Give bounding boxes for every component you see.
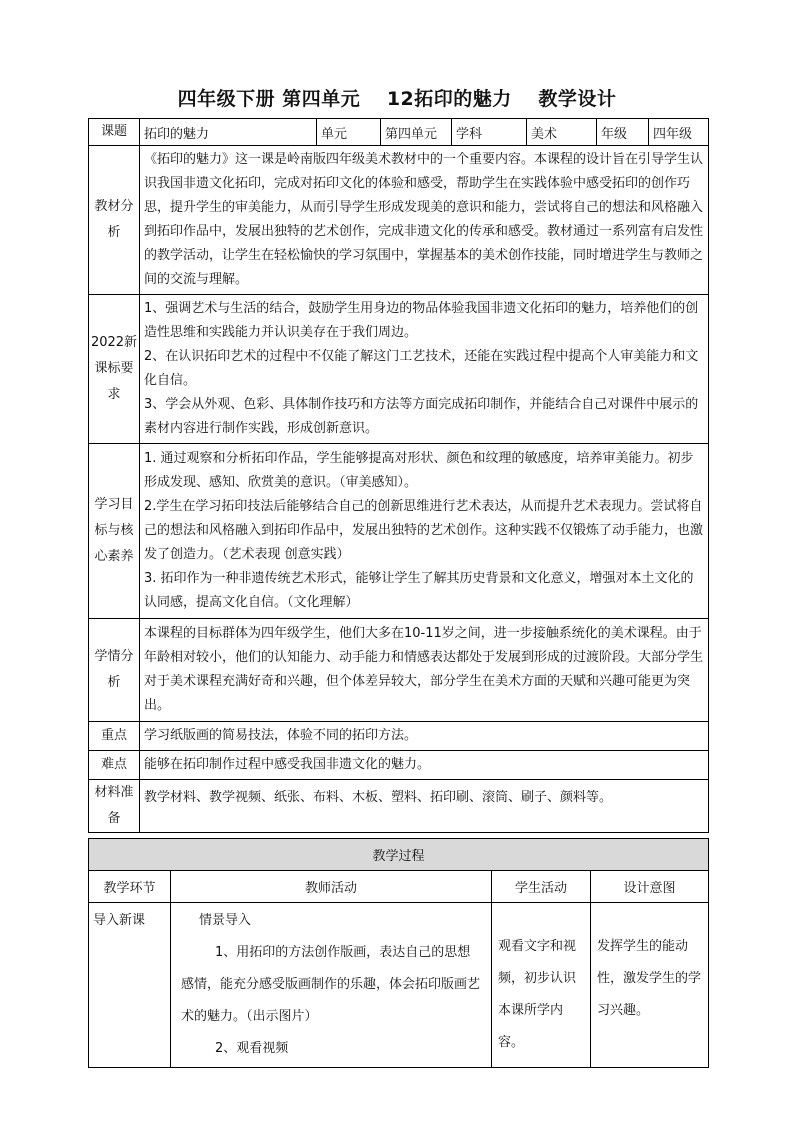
subject-value: 美术 xyxy=(527,119,597,146)
key-point-label: 重点 xyxy=(89,722,140,751)
objective-item: 1. 通过观察和分析拓印作品，学生能够提高对形状、颜色和纹理的敏感度，培养审美能力。初步形成发现、感知、欣赏美的意识。（审美感知）。 xyxy=(144,451,694,490)
standards-item: 1、强调艺术与生活的结合，鼓励学生用身边的物品体验我国非遗文化拓印的魅力，培养他们的创造性思维和实践能力并认识美存在于我们周边。 xyxy=(144,301,699,340)
teacher-line: 2、观看视频 xyxy=(215,1041,289,1056)
student-activity-cell: 观看文字和视频，初步认识本课所学内容。 xyxy=(492,903,591,1068)
column-header-stage: 教学环节 xyxy=(89,871,171,903)
difficulty-row xyxy=(89,751,709,780)
grade-label: 年级 xyxy=(597,119,649,146)
learners-row xyxy=(89,619,709,722)
document-title: 四年级下册 第四单元 12拓印的魅力 教学设计 xyxy=(177,88,617,110)
difficulty-text: 能够在拓印制作过程中感受我国非遗文化的魅力。 xyxy=(140,751,709,780)
process-header-row xyxy=(89,871,709,903)
objectives-row xyxy=(89,444,709,619)
subject-label: 学科 xyxy=(452,119,527,146)
unit-label: 单元 xyxy=(317,119,381,146)
process-row-intro xyxy=(89,903,709,1068)
process-band: 教学过程 xyxy=(89,839,709,871)
materials-row xyxy=(89,780,709,833)
topic-value: 拓印的魅力 xyxy=(140,119,317,146)
key-point-text: 学习纸版画的简易技法，体验不同的拓印方法。 xyxy=(140,722,709,751)
stage-cell: 导入新课 xyxy=(89,903,171,1068)
learners-label: 学情分析 xyxy=(89,619,140,722)
objectives-label: 学习目标与核心素养 xyxy=(89,444,140,619)
objective-item: 2.学生在学习拓印技法后能够结合自己的创新思维进行艺术表达，从而提升艺术表现力。尝试将自己的想法和风格融入到拓印作品中，发展出独特的艺术创作。这种实践不仅锻炼了动手能力，也激发了创造力。（艺术表现 创意实践） xyxy=(144,499,704,562)
standards-item: 2、在认识拓印艺术的过程中不仅能了解这门工艺技术，还能在实践过程中提高个人审美能力和文化自信。 xyxy=(144,349,699,388)
unit-value: 第四单元 xyxy=(381,119,452,146)
analysis-row xyxy=(89,146,709,295)
analysis-label: 教材分析 xyxy=(89,146,140,295)
standards-item: 3、学会从外观、色彩、具体制作技巧和方法等方面完成拓印制作，并能结合自己对课件中展示的素材内容进行制作实践，形成创新意识。 xyxy=(144,397,699,436)
materials-text: 教学材料、教学视频、纸张、布料、木板、塑料、拓印刷、滚筒、刷子、颜料等。 xyxy=(140,780,709,833)
topic-label: 课题 xyxy=(89,119,140,146)
column-header-teacher: 教师活动 xyxy=(171,871,492,903)
materials-label: 材料准备 xyxy=(89,780,140,833)
standards-row xyxy=(89,295,709,444)
objective-item: 3. 拓印作为一种非遗传统艺术形式，能够让学生了解其历史背景和文化意义，增强对本土文化的认同感，提高文化自信。（文化理解） xyxy=(144,571,694,610)
teacher-line: 情景导入 xyxy=(199,913,252,928)
standards-text xyxy=(140,295,709,444)
difficulty-label: 难点 xyxy=(89,751,140,780)
learners-text: 本课程的目标群体为四年级学生，他们大多在10-11岁之间，进一步接触系统化的美术课程。由于年龄相对较小，他们的认知能力、动手能力和情感表达都处于发展到形成的过渡阶段。大部分学生对于美术课程充满好奇和兴趣，但个体差异较大，部分学生在美术方面的天赋和兴趣可能更为突出。 xyxy=(140,619,709,722)
column-header-intent: 设计意图 xyxy=(591,871,709,903)
teaching-process-table xyxy=(88,838,709,1068)
column-header-student: 学生活动 xyxy=(492,871,591,903)
analysis-text: 《拓印的魅力》这一课是岭南版四年级美术教材中的一个重要内容。本课程的设计旨在引导学生认识我国非遗文化拓印，完成对拓印文化的体验和感受，帮助学生在实践体验中感受拓印的创作巧思，提升学生的审美能力，从而引导学生形成发现美的意识和能力，尝试将自己的想法和风格融入到拓印作品中，发展出独特的艺术创作，完成非遗文化的传承和感受。教材通过一系列富有启发性的教学活动，让学生在轻松愉快的学习氛围中，掌握基本的美术创作技能，同时增进学生与教师之间的交流与理解。 xyxy=(140,146,709,295)
standards-label: 2022新课标要求 xyxy=(89,295,140,444)
key-point-row xyxy=(89,722,709,751)
info-row xyxy=(89,119,709,146)
design-intent-cell: 发挥学生的能动性，激发学生的学习兴趣。 xyxy=(591,903,709,1068)
lesson-info-table xyxy=(88,118,709,833)
grade-value: 四年级 xyxy=(649,119,709,146)
objectives-text xyxy=(140,444,709,619)
teacher-line: 1、用拓印的方法创作版画，表达自己的思想感情，能充分感受版画制作的乐趣，体会拓印版画艺术的魅力。（出示图片） xyxy=(181,945,481,1024)
process-band-row xyxy=(89,839,709,871)
teacher-activity-cell xyxy=(171,903,492,1068)
